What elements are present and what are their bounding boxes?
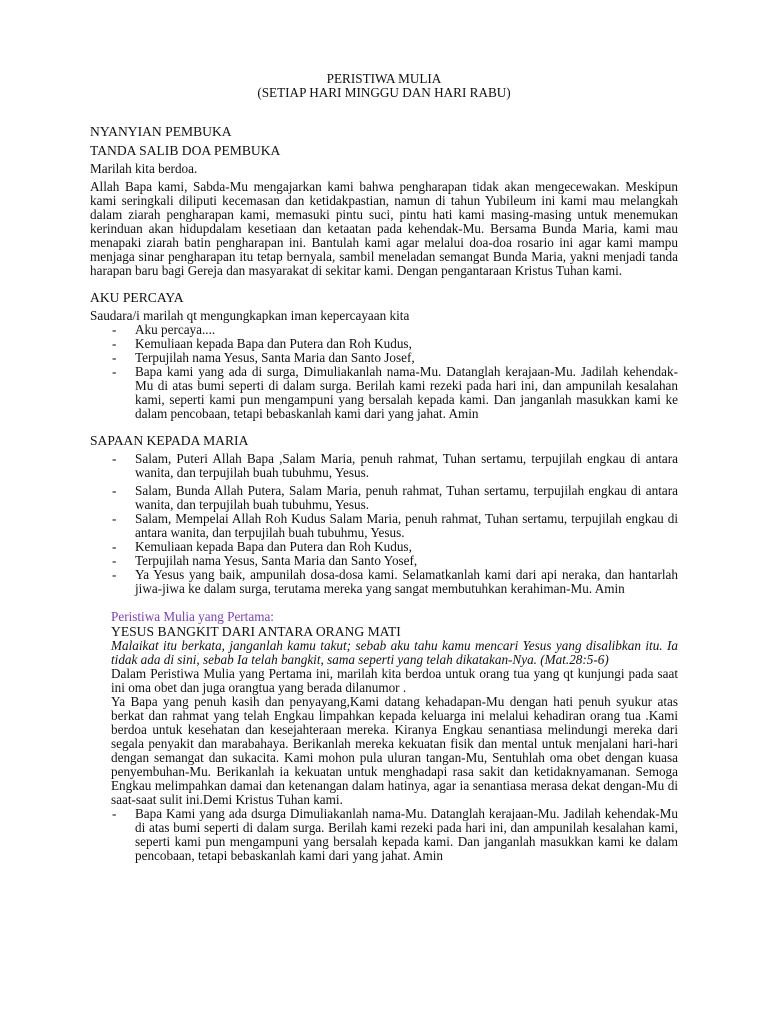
opening-prayer: Allah Bapa kami, Sabda-Mu mengajarkan kami bahwa pengharapan tidak akan mengecewakan. Meskipun kami seringkali diliputi kecemasan dan ketidakpastian, namun di tahun Yubileum ini kami mau melangkah dalam ziarah pengharapan kami, memasuki pintu suci, pintu hati kami masing-masing untuk menemukan kerinduan akan hidupdalam kesetiaan dan ketaatan pada kehendak-Mu. Bersama Bunda Maria, kami mau menapaki ziarah batin pengharapan ini. Bantulah kami agar melalui doa-doa rosario ini agar kami mampu menjaga sinar pengharapan itu tetap bernyala, sambil meneladan semangat Bunda Maria, yakni menjadi tanda harapan baru bagi Gereja dan masyarakat di sekitar kami. Dengan pengantaraan Kristus Tuhan kami.: [90, 179, 678, 278]
list-item: - Terpujilah nama Yesus, Santa Maria dan Santo Josef,: [90, 351, 678, 365]
doc-subtitle: (SETIAP HARI MINGGU DAN HARI RABU): [257, 85, 511, 100]
invite-text: Marilah kita berdoa.: [90, 161, 198, 176]
list-item: - Aku percaya....: [90, 323, 678, 337]
list-item: - Terpujilah nama Yesus, Santa Maria dan Santo Yosef,: [90, 554, 678, 568]
heading-greeting-mary: SAPAAN KEPADA MARIA: [90, 433, 249, 448]
doc-title: PERISTIWA MULIA: [326, 71, 442, 86]
intercession-prayer: Ya Bapa yang penuh kasih dan penyayang,Kami datang kehadapan-Mu dengan hati penuh syukur atas berkat dan rahmat yang telah Engkau limpahkan kepada keluarga ini melalui kehadiran orang tua .Kami berdoa untuk kesehatan dan kesejahteraan mereka. Kiranya Engkau senantiasa melindungi mereka dari segala penyakit dan marabahaya. Berikanlah mereka kekuatan fisik dan mental untuk menjalani hari-hari dengan semangat dan sukacita. Kami mohon pula uluran tangan-Mu, Sentuhlah oma obet dengan kuasa penyembuhan-Mu. Berikanlah ia kekuatan untuk menghadapi rasa sakit dan ketidaknyamanan. Semoga Engkau melimpahkan damai dan ketenangan dalam hatinya, agar ia senantiasa merasa dekat dengan-Mu di saat-saat sulit ini.Demi Kristus Tuhan kami.: [111, 694, 678, 807]
list-item: - Bapa Kami yang ada dsurga Dimuliakanlah nama-Mu. Datanglah kerajaan-Mu. Jadilah kehendak-Mu di atas bumi seperti di dalam surga. Berilah kami rezeki pada hari ini, dan ampunilah kesalahan kami, seperti kami pun mengampuni yang bersalah kepada kami. Dan janganlah masukkan kami ke dalam pencobaan, tetapi bebaskanlah kami dari yang jahat. Amin: [90, 807, 678, 863]
list-item: - Kemuliaan kepada Bapa dan Putera dan Roh Kudus,: [90, 540, 678, 554]
creed-intro: Saudara/i marilah qt mengungkapkan iman kepercayaan kita: [90, 308, 410, 323]
greeting-list: [90, 452, 678, 596]
creed-list: [90, 323, 678, 421]
mystery-title: YESUS BANGKIT DARI ANTARA ORANG MATI: [111, 624, 401, 639]
list-item: - Salam, Bunda Allah Putera, Salam Maria, penuh rahmat, Tuhan sertamu, terpujilah engkau di antara wanita, dan terpujilah buah tubuhmu, Yesus.: [90, 484, 678, 512]
list-item: - Bapa kami yang ada di surga, Dimuliakanlah nama-Mu. Datanglah kerajaan-Mu. Jadilah kehendak-Mu di atas bumi seperti di dalam surga. Berilah kami rezeki pada hari ini, dan ampunilah kesalahan kami, seperti kami pun mengampuni yang bersalah kepada kami. Dan janganlah masukkan kami ke dalam pencobaan, tetapi bebaskanlah kami dari yang jahat. Amin: [90, 365, 678, 421]
mystery-label: Peristiwa Mulia yang Pertama:: [111, 609, 274, 624]
list-item: - Kemuliaan kepada Bapa dan Putera dan Roh Kudus,: [90, 337, 678, 351]
mystery-section: [90, 610, 678, 863]
mystery-list: [90, 807, 678, 863]
list-item: - Ya Yesus yang baik, ampunilah dosa-dosa kami. Selamatkanlah kami dari api neraka, dan hantarlah jiwa-jiwa ke dalam surga, terutama mereka yang sangat membutuhkan kerahiman-Mu. Amin: [90, 568, 678, 596]
scripture-quote: Malaikat itu berkata, janganlah kamu takut; sebab aku tahu kamu mencari Yesus yang disalibkan itu. Ia tidak ada di sini, sebab Ia telah bangkit, sama seperti yang telah dikatakan-Nya. (Mat.28:5-6): [111, 638, 678, 667]
list-item: - Salam, Mempelai Allah Roh Kudus Salam Maria, penuh rahmat, Tuhan sertamu, terpujilah engkau di antara wanita, dan terpujilah buah tubuhmu, Yesus.: [90, 512, 678, 540]
heading-creed: AKU PERCAYA: [90, 290, 184, 305]
list-item: - Salam, Puteri Allah Bapa ,Salam Maria, penuh rahmat, Tuhan sertamu, terpujilah engkau di antara wanita, dan terpujilah buah tubuhmu, Yesus.: [90, 452, 678, 480]
intention-text: Dalam Peristiwa Mulia yang Pertama ini, marilah kita berdoa untuk orang tua yang qt kunjungi pada saat ini oma obet dan juga orangtua yang berada dilanumor .: [111, 666, 678, 695]
heading-sign-of-cross: TANDA SALIB DOA PEMBUKA: [90, 143, 281, 158]
heading-opening-song: NYANYIAN PEMBUKA: [90, 124, 232, 139]
